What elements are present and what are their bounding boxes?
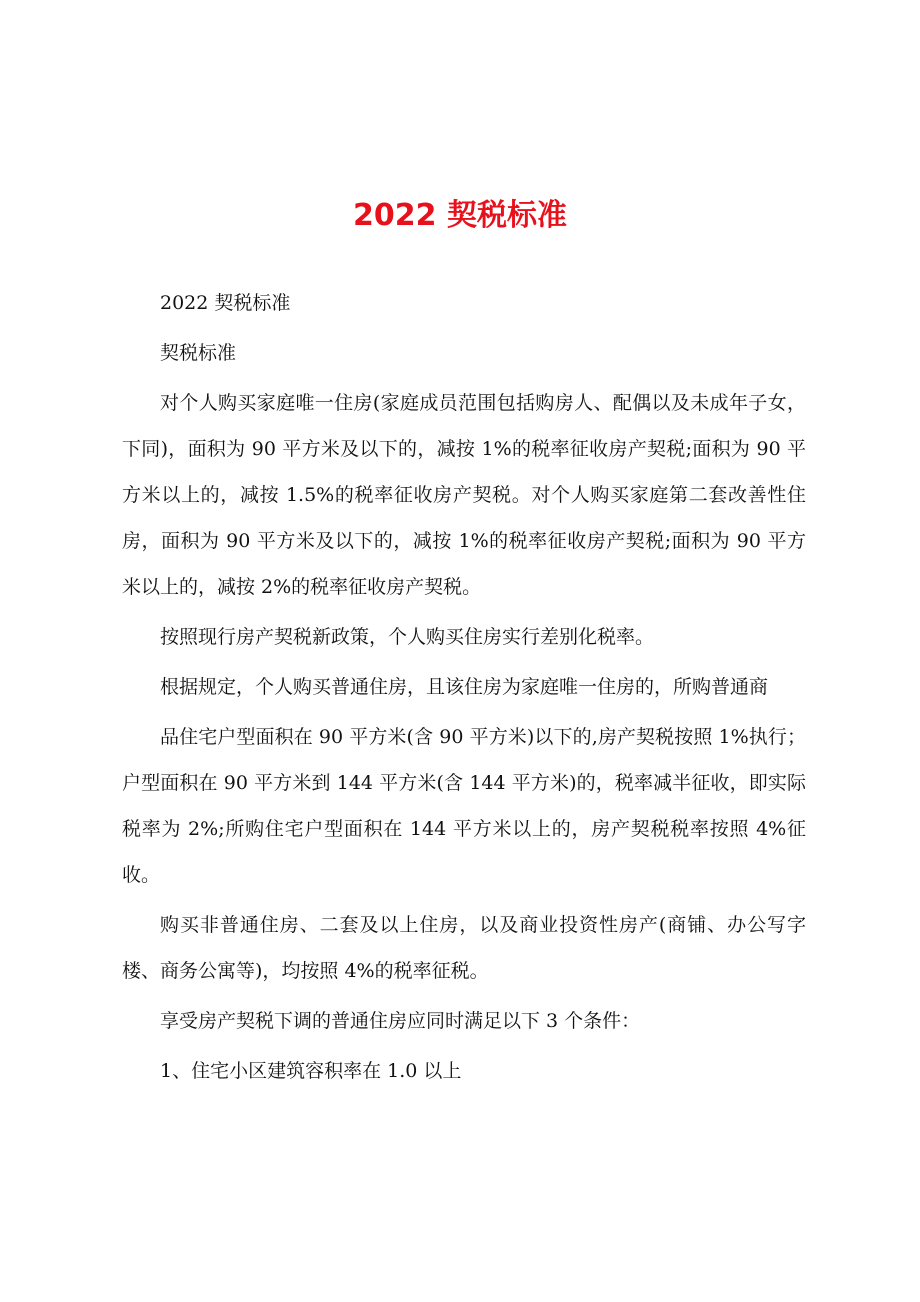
paragraph: 对个人购买家庭唯一住房(家庭成员范围包括购房人、配偶以及未成年子女，下同)，面积为 90 平方米及以下的，减按 1%的税率征收房产契税;面积为 90 平方米以上的，减按 1.5%的税率征收房产契税。对个人购买家庭第二套改善性住房，面积为 90 平方米及以下的，减按 1%的税率征收房产契税;面积为 90 平方米以上的，减按 2%的税率征收房产契税。: [122, 392, 806, 598]
paragraph-subtitle: 2022 契税标准: [160, 292, 291, 314]
document-title: 2022 契税标准: [353, 198, 567, 233]
document-body: [122, 280, 806, 1094]
paragraph: 1、住宅小区建筑容积率在 1.0 以上: [160, 1060, 462, 1082]
paragraph: 按照现行房产契税新政策，个人购买住房实行差别化税率。: [160, 626, 655, 648]
paragraph: 享受房产契税下调的普通住房应同时满足以下 3 个条件：: [160, 1010, 641, 1032]
paragraph: 品住宅户型面积在 90 平方米(含 90 平方米)以下的,房产契税按照 1%执行；户型面积在 90 平方米到 144 平方米(含 144 平方米)的，税率减半征收，即实际税率为 2%;所购住宅户型面积在 144 平方米以上的，房产契税税率按照 4%征收。: [122, 726, 806, 886]
paragraph-heading: 契税标准: [160, 342, 237, 364]
paragraph: 购买非普通住房、二套及以上住房，以及商业投资性房产(商铺、办公写字楼、商务公寓等)，均按照 4%的税率征税。: [122, 914, 806, 982]
paragraph: 根据规定，个人购买普通住房，且该住房为家庭唯一住房的，所购普通商: [160, 676, 769, 698]
